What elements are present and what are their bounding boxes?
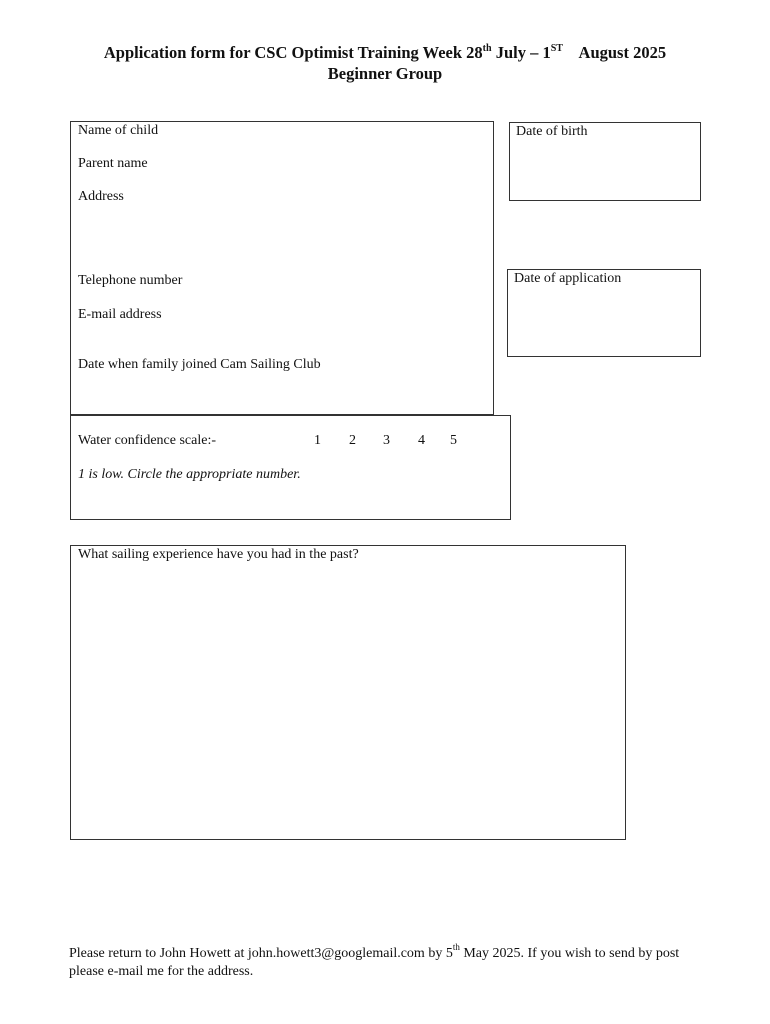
telephone-label: Telephone number <box>78 273 183 288</box>
sailing-experience-box[interactable] <box>70 545 626 840</box>
confidence-option-2[interactable]: 2 <box>349 433 356 448</box>
return-instructions: Please return to John Howett at john.howett3@googlemail.com by 5th May 2025. If you wish to send by post please e-mail me for the address. <box>69 942 680 979</box>
date-of-birth-label: Date of birth <box>516 124 588 139</box>
name-of-child-label: Name of child <box>78 123 159 138</box>
address-label: Address <box>78 189 124 204</box>
water-confidence-note: 1 is low. Circle the appropriate number. <box>78 467 301 482</box>
child-details-box[interactable] <box>70 121 494 415</box>
confidence-option-5[interactable]: 5 <box>450 433 457 448</box>
water-confidence-box <box>70 415 511 520</box>
confidence-option-3[interactable]: 3 <box>383 433 390 448</box>
confidence-option-4[interactable]: 4 <box>418 433 425 448</box>
form-title <box>0 42 770 84</box>
form-title-line1: Application form for CSC Optimist Training Week 28th July – 1ST August 2025 <box>103 42 667 62</box>
sailing-experience-label: What sailing experience have you had in the past? <box>78 547 359 562</box>
date-of-birth-box[interactable] <box>509 122 701 201</box>
date-of-application-label: Date of application <box>514 271 622 286</box>
confidence-option-1[interactable]: 1 <box>314 433 321 448</box>
parent-name-label: Parent name <box>78 156 148 171</box>
email-label: E-mail address <box>78 307 162 322</box>
form-subtitle: Beginner Group <box>327 64 443 83</box>
water-confidence-label: Water confidence scale:- <box>78 433 217 448</box>
date-of-application-box[interactable] <box>507 269 701 357</box>
date-joined-label: Date when family joined Cam Sailing Club <box>78 357 321 372</box>
